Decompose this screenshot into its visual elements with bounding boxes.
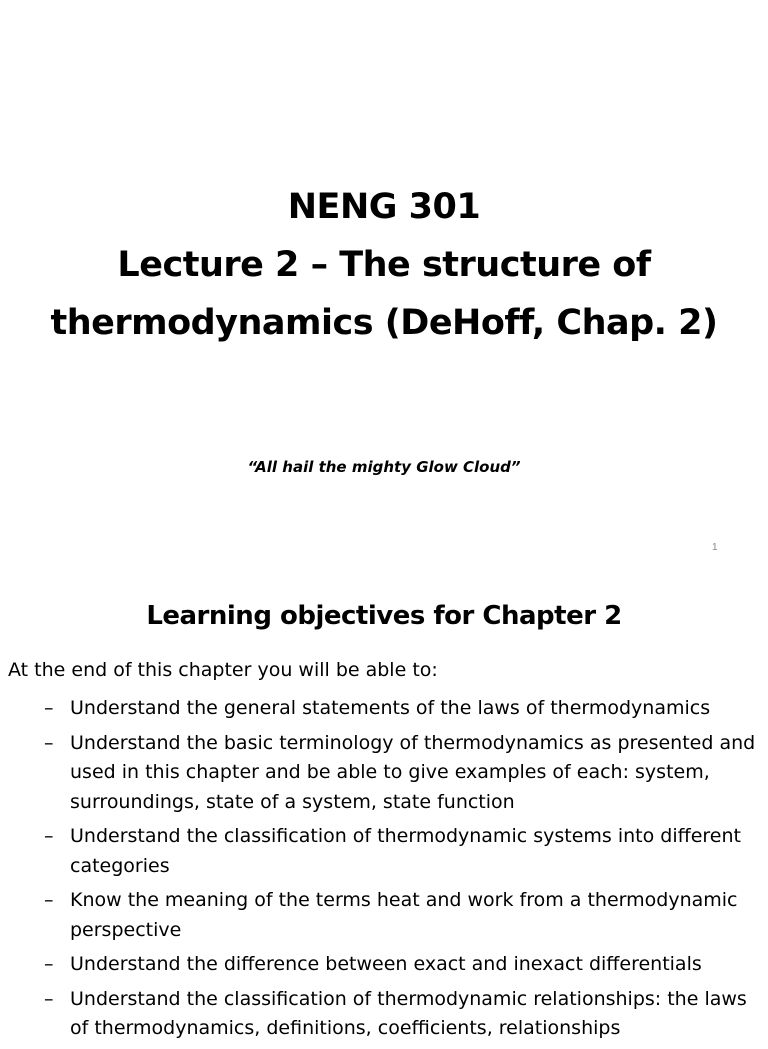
objectives-slide [0,576,768,1039]
slide-number: 1 [712,542,718,553]
dash-bullet: – [44,731,54,754]
dash-bullet: – [44,697,54,719]
list-item [44,822,764,881]
quote: “All hail the mighty Glow Cloud” [247,458,521,476]
objectives-list [44,694,764,1049]
course-code: NENG 301 [287,187,481,227]
lecture-title [0,178,768,352]
objective-text: Know the meaning of the terms heat and work from a thermodynamic perspective [70,889,738,941]
intro-text: At the end of this chapter you will be able to: [8,659,438,681]
list-item [44,886,764,945]
list-item [44,985,764,1044]
objective-text: Understand the classification of thermodynamic systems into different categories [70,825,741,877]
list-item [44,694,764,724]
slide-title: Learning objectives for Chapter 2 [146,601,622,631]
dash-bullet: – [44,953,54,975]
dash-bullet: – [44,889,54,911]
dash-bullet: – [44,987,54,1010]
lecture-title-line: thermodynamics (DeHoff, Chap. 2) [50,303,718,343]
lecture-title-line: Lecture 2 – The structure of [117,245,651,285]
objective-text: Understand the difference between exact and inexact differentials [70,953,702,975]
objective-text: Understand the basic terminology of thermodynamics as presented and used in this chapter and be able to give examples of each: system, surroundings, state of a system, state function [70,731,756,813]
objective-text: Understand the classification of thermodynamic relationships: the laws of thermodynamics, definitions, coefficients, relationships [70,987,747,1039]
dash-bullet: – [44,825,54,847]
objective-text: Understand the general statements of the laws of thermodynamics [70,697,711,719]
list-item [44,950,764,980]
list-item [44,729,764,818]
